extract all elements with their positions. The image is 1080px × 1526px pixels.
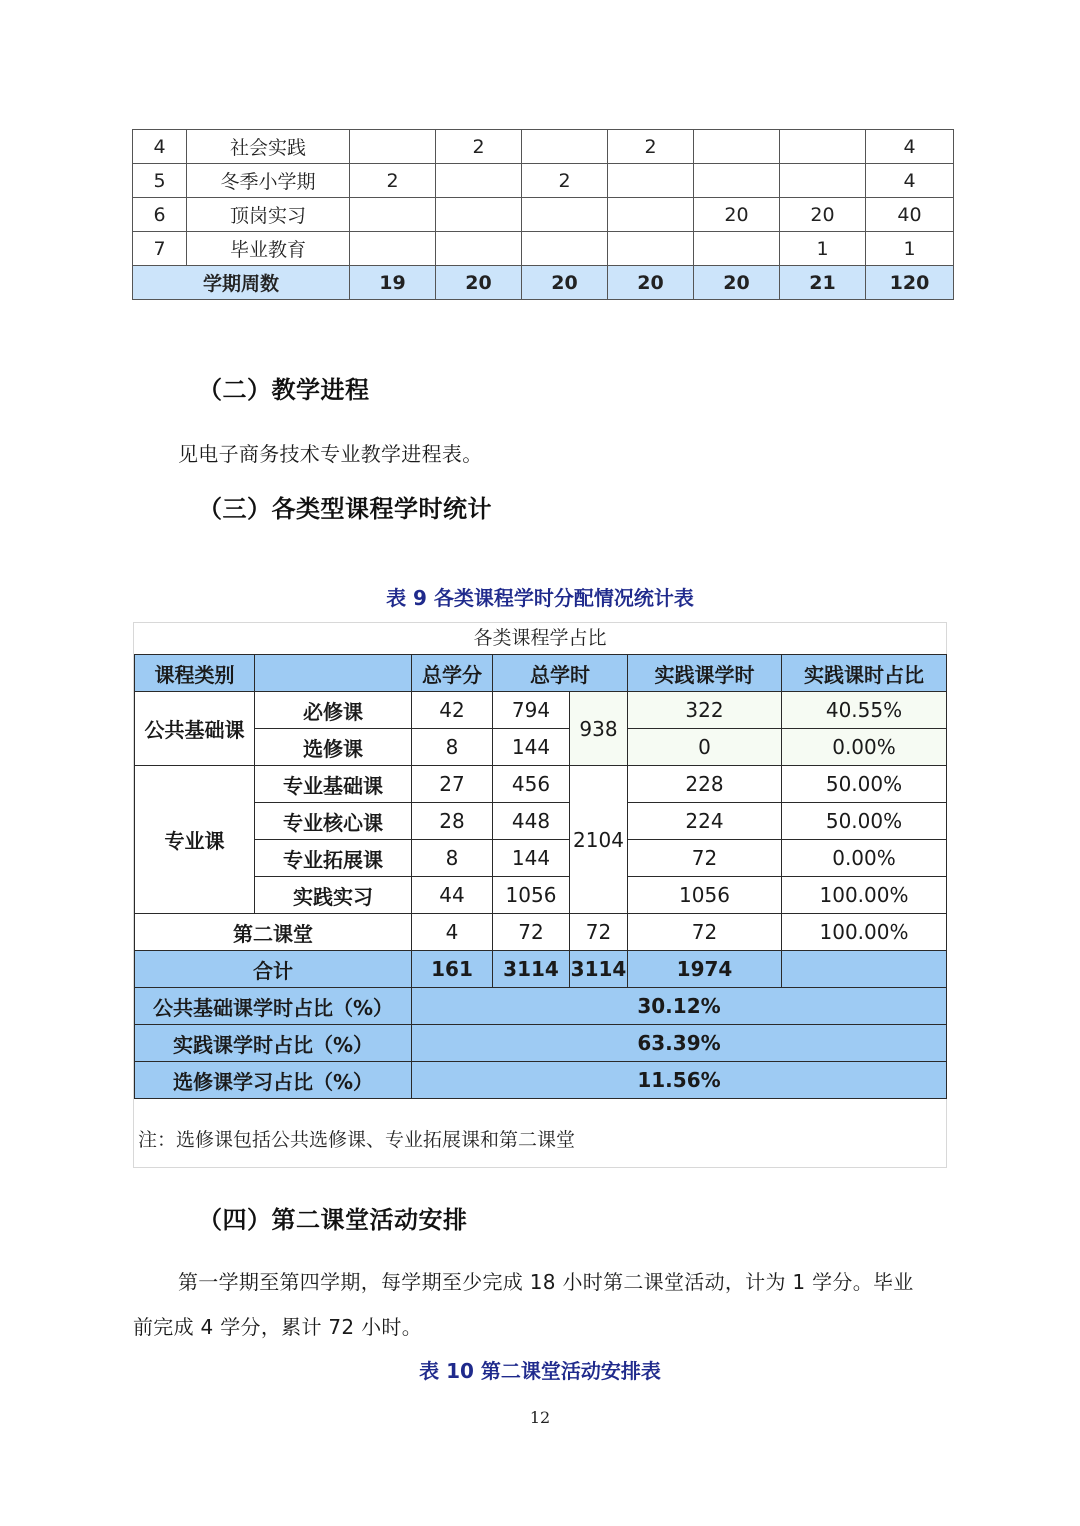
- total-s1: 19: [350, 266, 436, 300]
- practice-hours: 72: [628, 914, 782, 951]
- credits: 42: [412, 692, 493, 729]
- practice-ratio: 100.00%: [782, 877, 947, 914]
- total-s5: 20: [694, 266, 780, 300]
- total-ratio: [782, 951, 947, 988]
- cell-name: 毕业教育: [187, 232, 350, 266]
- course-name: 专业基础课: [255, 766, 412, 803]
- course-name: 必修课: [255, 692, 412, 729]
- practice-hours: 0: [628, 729, 782, 766]
- practice-ratio: 50.00%: [782, 803, 947, 840]
- table-row: [135, 766, 947, 803]
- table-row: [135, 877, 947, 914]
- table-9-note: 注：选修课包括公共选修课、专业拓展课和第二课堂: [138, 1129, 576, 1151]
- cell-s4: 2: [608, 130, 694, 164]
- ratio-label: 选修课学习占比（%）: [135, 1062, 412, 1099]
- cell-s6: 20: [780, 198, 866, 232]
- total-label: 学期周数: [133, 266, 350, 300]
- cell-total: 4: [866, 130, 954, 164]
- table-9-title: 各类课程学占比: [473, 627, 607, 649]
- table-row: [133, 232, 954, 266]
- total-s6: 21: [780, 266, 866, 300]
- credits: 28: [412, 803, 493, 840]
- group-label-public: 公共基础课: [135, 692, 255, 766]
- cell-s1: [350, 232, 436, 266]
- total-hours: 3114: [493, 951, 570, 988]
- group-subtotal-public: 938: [570, 692, 628, 766]
- ratio-value: 30.12%: [412, 988, 947, 1025]
- course-name: 专业核心课: [255, 803, 412, 840]
- table-9-caption: 表 9 各类课程学时分配情况统计表: [386, 586, 694, 610]
- practice-hours: 228: [628, 766, 782, 803]
- table-row: [133, 130, 954, 164]
- total-s4: 20: [608, 266, 694, 300]
- cell-s6: [780, 164, 866, 198]
- cell-s2: [436, 198, 522, 232]
- cell-s3: [522, 232, 608, 266]
- practice-ratio: 0.00%: [782, 840, 947, 877]
- cell-total: 40: [866, 198, 954, 232]
- cell-s4: [608, 164, 694, 198]
- table-row: [135, 803, 947, 840]
- cell-s1: [350, 130, 436, 164]
- table-9-container: [133, 622, 947, 1168]
- subtotal: 72: [570, 914, 628, 951]
- cell-s3: [522, 198, 608, 232]
- ratio-label: 公共基础课学时占比（%）: [135, 988, 412, 1025]
- ratio-value: 11.56%: [412, 1062, 947, 1099]
- total-s3: 20: [522, 266, 608, 300]
- total-row: [135, 951, 947, 988]
- practice-ratio: 40.55%: [782, 692, 947, 729]
- total-s2: 20: [436, 266, 522, 300]
- hours: 144: [493, 729, 570, 766]
- cell-no: 7: [133, 232, 187, 266]
- cell-s2: [436, 164, 522, 198]
- hours: 1056: [493, 877, 570, 914]
- course-name: 实践实习: [255, 877, 412, 914]
- cell-no: 6: [133, 198, 187, 232]
- credits: 4: [412, 914, 493, 951]
- cell-name: 社会实践: [187, 130, 350, 164]
- cell-s3: [522, 130, 608, 164]
- semester-total-row: [133, 266, 954, 300]
- table-row: [135, 729, 947, 766]
- course-name: 选修课: [255, 729, 412, 766]
- ratio-row: [135, 988, 947, 1025]
- hours: 144: [493, 840, 570, 877]
- hours: 456: [493, 766, 570, 803]
- credits: 8: [412, 729, 493, 766]
- page-number: 12: [529, 1408, 551, 1427]
- section-heading-4: （四）第二课堂活动安排: [198, 1206, 468, 1234]
- course-name: 专业拓展课: [255, 840, 412, 877]
- cell-s2: 2: [436, 130, 522, 164]
- cell-s3: 2: [522, 164, 608, 198]
- cell-s5: 20: [694, 198, 780, 232]
- header-practice-ratio: 实践课时占比: [782, 655, 947, 692]
- table-row: [135, 840, 947, 877]
- section-4-para-line1: 第一学期至第四学期，每学期至少完成 18 小时第二课堂活动，计为 1 学分。毕业: [178, 1270, 914, 1294]
- table-10-caption: 表 10 第二课堂活动安排表: [419, 1359, 661, 1383]
- cell-s4: [608, 232, 694, 266]
- cell-s2: [436, 232, 522, 266]
- cell-s4: [608, 198, 694, 232]
- credits: 8: [412, 840, 493, 877]
- header-category: 课程类别: [135, 655, 255, 692]
- cell-s1: 2: [350, 164, 436, 198]
- practice-hours: 224: [628, 803, 782, 840]
- practice-hours: 72: [628, 840, 782, 877]
- credits: 44: [412, 877, 493, 914]
- cell-name: 顶岗实习: [187, 198, 350, 232]
- cell-s5: [694, 130, 780, 164]
- cell-no: 4: [133, 130, 187, 164]
- cell-s5: [694, 232, 780, 266]
- cell-s1: [350, 198, 436, 232]
- second-class-label: 第二课堂: [135, 914, 412, 951]
- semester-weeks-table: [132, 129, 954, 300]
- practice-hours: 1056: [628, 877, 782, 914]
- section-heading-2: （二）教学进程: [198, 376, 370, 404]
- table-row: [133, 198, 954, 232]
- total-sum: 120: [866, 266, 954, 300]
- cell-s5: [694, 164, 780, 198]
- practice-ratio: 100.00%: [782, 914, 947, 951]
- table-row: [133, 164, 954, 198]
- header-blank: [255, 655, 412, 692]
- ratio-label: 实践课学时占比（%）: [135, 1025, 412, 1062]
- cell-total: 4: [866, 164, 954, 198]
- hours: 448: [493, 803, 570, 840]
- cell-name: 冬季小学期: [187, 164, 350, 198]
- header-hours: 总学时: [493, 655, 628, 692]
- ratio-row: [135, 1025, 947, 1062]
- hours: 794: [493, 692, 570, 729]
- cell-s6: [780, 130, 866, 164]
- table-row: [135, 692, 947, 729]
- practice-hours: 322: [628, 692, 782, 729]
- total-label: 合计: [135, 951, 412, 988]
- section-heading-3: （三）各类型课程学时统计: [198, 495, 492, 523]
- ratio-value: 63.39%: [412, 1025, 947, 1062]
- cell-no: 5: [133, 164, 187, 198]
- cell-s6: 1: [780, 232, 866, 266]
- total-practice: 1974: [628, 951, 782, 988]
- ratio-row: [135, 1062, 947, 1099]
- practice-ratio: 50.00%: [782, 766, 947, 803]
- section-2-text: 见电子商务技术专业教学进程表。: [178, 442, 483, 466]
- practice-ratio: 0.00%: [782, 729, 947, 766]
- header-practice-hours: 实践课学时: [628, 655, 782, 692]
- group-subtotal-major: 2104: [570, 766, 628, 914]
- cell-total: 1: [866, 232, 954, 266]
- total-subtotal: 3114: [570, 951, 628, 988]
- hours: 72: [493, 914, 570, 951]
- table-9: [134, 654, 947, 1099]
- second-class-row: [135, 914, 947, 951]
- group-label-major: 专业课: [135, 766, 255, 914]
- total-credits: 161: [412, 951, 493, 988]
- section-4-para-line2: 前完成 4 学分，累计 72 小时。: [133, 1315, 423, 1339]
- table-9-header-row: [135, 655, 947, 692]
- header-credits: 总学分: [412, 655, 493, 692]
- credits: 27: [412, 766, 493, 803]
